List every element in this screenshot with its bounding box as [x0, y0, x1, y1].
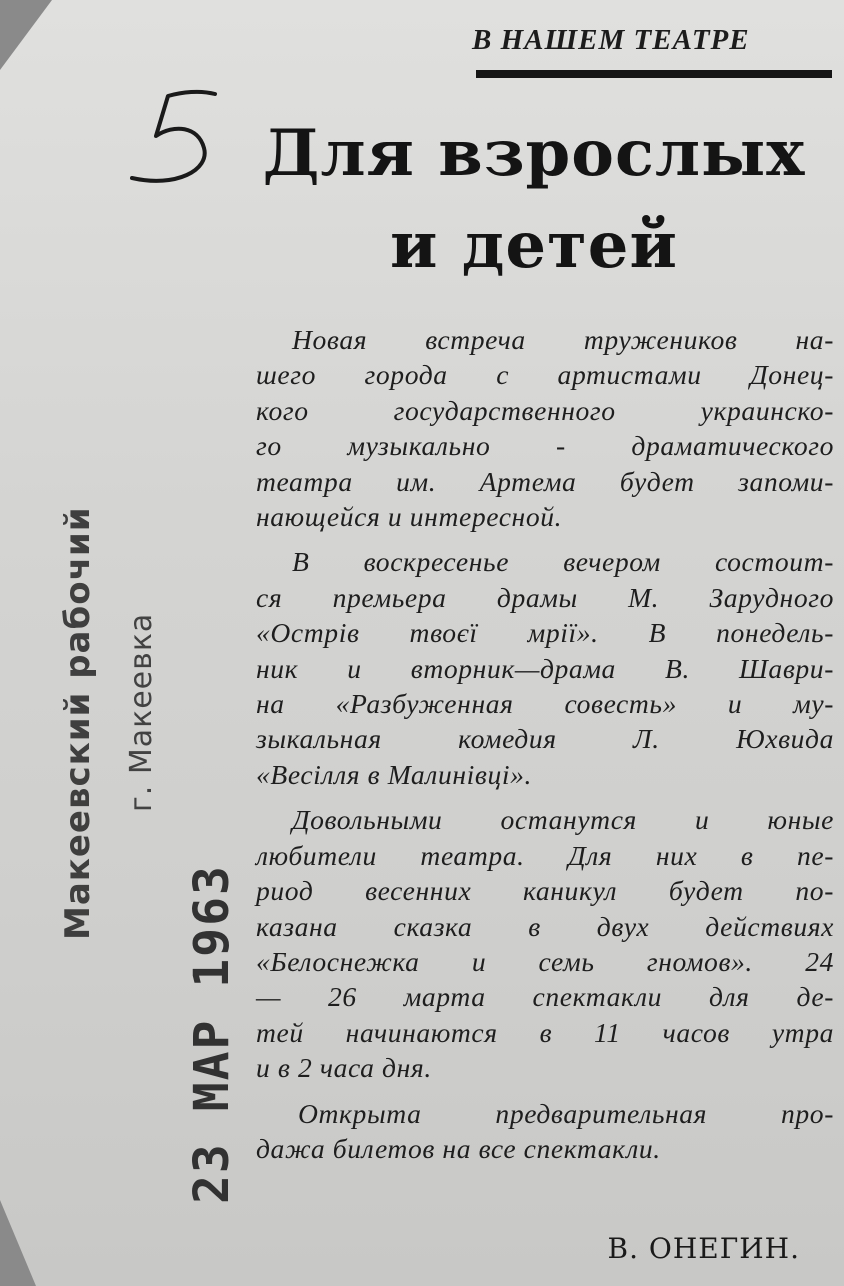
text-line: любители театра. Для них в пе-	[256, 839, 834, 871]
text-line: тей начинаются в 11 часов утра	[256, 1016, 834, 1048]
text-line: дажа билетов на все спектакли.	[256, 1132, 661, 1164]
text-line: В воскресенье вечером состоит-	[292, 546, 834, 578]
stamp-date: 23 МАР 1963	[184, 864, 240, 1204]
text-line: зыкальная комедия Л. Юхвида	[256, 723, 834, 755]
text-line: и в 2 часа дня.	[256, 1052, 432, 1084]
rubric-underline	[476, 70, 832, 78]
text-line: казана сказка в двух действиях	[256, 910, 834, 942]
text-line: шего города с артистами Донец-	[256, 359, 834, 391]
text-line: «Острів твоєї мрії». В понедель-	[256, 617, 834, 649]
text-line: на «Разбуженная совесть» и му-	[256, 688, 834, 720]
text-line: театра им. Артема будет запоми-	[256, 465, 834, 497]
author-signature: В. ОНЕГИН.	[607, 1232, 800, 1265]
article-paragraph	[256, 1096, 834, 1167]
headline-line: Для взрослых	[262, 116, 806, 191]
archive-stamp	[0, 0, 300, 1286]
text-line: — 26 марта спектакли для де-	[256, 981, 834, 1013]
text-line: Новая встреча тружеников на-	[292, 324, 834, 355]
text-line: «Белоснежка и семь гномов». 24	[256, 945, 834, 977]
text-line: Открыта предварительная про-	[298, 1097, 834, 1129]
text-line: «Весілля в Малинівці».	[256, 758, 533, 790]
text-line: Довольными останутся и юные	[292, 804, 834, 836]
article-paragraph	[256, 322, 834, 534]
stamp-newspaper-name: Макеевский рабочий	[58, 506, 98, 940]
text-line: го музыкально - драматического	[256, 430, 834, 462]
text-line: нающейся и интересной.	[256, 501, 563, 533]
article-paragraph	[256, 544, 834, 792]
article-body	[256, 322, 834, 1176]
text-line: ник и вторник—драма В. Шаври-	[256, 652, 834, 684]
article-headline	[248, 108, 820, 292]
text-line: ся премьера драмы М. Зарудного	[256, 581, 834, 613]
rubric-heading: В НАШЕМ ТЕАТРЕ	[472, 24, 750, 56]
stamp-city: г. Макеевка	[124, 612, 159, 812]
article-paragraph	[256, 802, 834, 1085]
text-line: кого государственного украинско-	[256, 394, 834, 426]
text-line: риод весенних каникул будет по-	[256, 875, 834, 907]
headline-line: и детей	[390, 208, 678, 283]
